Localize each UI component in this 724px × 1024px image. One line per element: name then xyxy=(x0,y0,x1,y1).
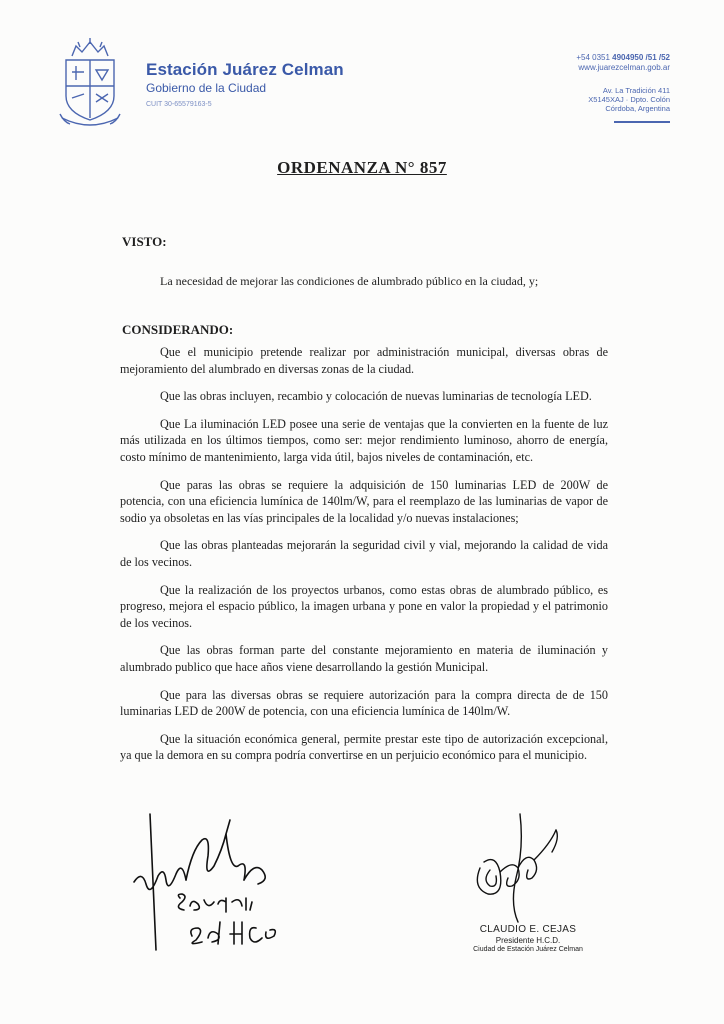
paragraph: Que la situación económica general, permite prestar este tipo de autorización excepcional, ya que la demora en su compra podría convertirse en un perjuicio económico para el municipio. xyxy=(120,731,608,763)
municipal-crest-logo xyxy=(52,36,128,132)
org-cuit: CUIT 30-65579163-5 xyxy=(146,101,212,108)
paragraph: Que La iluminación LED posee una serie de ventajas que la convierten en la fuente de luz más utilizada en los últimos tiempos, como ser: mejor rendimiento luminoso, ahorro de energía, costo mínimo de mantenimiento, larga vida útil, bajos niveles de contaminación, etc. xyxy=(120,416,608,464)
address-line-3: Córdoba, Argentina xyxy=(605,104,670,113)
document-title xyxy=(0,158,724,178)
letterhead-org xyxy=(146,60,344,108)
paragraph: Que las obras incluyen, recambio y colocación de nuevas luminarias de tecnología LED. xyxy=(160,389,592,404)
phone-number xyxy=(576,53,670,62)
contact-divider xyxy=(614,121,670,123)
paragraph: Que las obras forman parte del constante mejoramiento en materia de iluminación y alumbrado publico que hace años viene desarrollando la gestión Municipal. xyxy=(120,643,608,674)
visto-heading: VISTO: xyxy=(122,234,167,249)
phone-prefix: +54 0351 xyxy=(576,53,613,62)
signer-block xyxy=(438,924,618,953)
left-signature xyxy=(130,810,300,960)
title-text: ORDENANZA N° 857 xyxy=(277,158,447,177)
letterhead-contact xyxy=(576,53,670,123)
address xyxy=(576,86,670,113)
website: www.juarezcelman.gob.ar xyxy=(578,63,670,72)
address-line-1: Av. La Tradición 411 xyxy=(602,86,670,95)
paragraph: Que paras las obras se requiere la adquisición de 150 luminarias LED de 200W de potencia, con una eficiencia lumínica de 140lm/W, para el reemplazo de las luminarias de vapor de sodio ya obsoletas en las vías principales de la localidad y/o nuevas instalaciones; xyxy=(120,477,608,525)
signer-role: Presidente H.C.D. xyxy=(495,936,561,945)
paragraph: Que la realización de los proyectos urbanos, como estas obras de alumbrado público, es progreso, mejora el espacio público, la imagen urbana y pone en valor la propiedad y el patrimonio de los vecinos. xyxy=(120,582,608,630)
org-subtitle: Gobierno de la Ciudad xyxy=(146,81,267,95)
phone-main: 4904950 /51 /52 xyxy=(612,53,670,62)
considerando-heading: CONSIDERANDO: xyxy=(122,322,234,337)
paragraph: Que el municipio pretende realizar por administración municipal, diversas obras de mejoramiento del alumbrado en diversas zonas de la ciudad. xyxy=(120,345,608,376)
signer-place: Ciudad de Estación Juárez Celman xyxy=(473,946,583,953)
signer-name: CLAUDIO E. CEJAS xyxy=(479,924,577,935)
org-name: Estación Juárez Celman xyxy=(146,60,344,79)
address-line-2: X5145XAJ · Dpto. Colón xyxy=(588,95,670,104)
paragraph: Que las obras planteadas mejorarán la seguridad civil y vial, mejorando la calidad de vida de los vecinos. xyxy=(120,538,608,569)
paragraph: Que para las diversas obras se requiere autorización para la compra directa de de 150 luminarias LED de 200W de potencia, con una eficiencia lumínica de 140lm/W. xyxy=(120,687,608,719)
considerando-body xyxy=(120,344,608,775)
visto-text: La necesidad de mejorar las condiciones de alumbrado público en la ciudad, y; xyxy=(160,274,539,288)
right-signature xyxy=(460,808,580,928)
